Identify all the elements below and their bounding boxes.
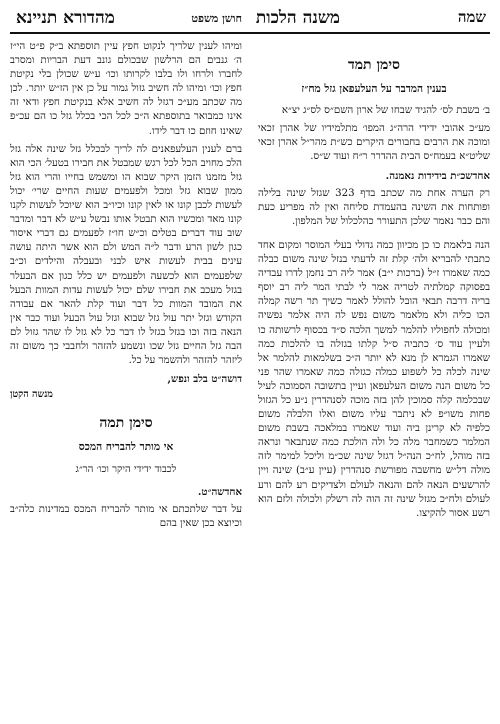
- siman-heading: סימן תמד: [348, 57, 400, 73]
- letter-opening: אחדשכ״ת בידידות נאמנה.: [385, 169, 490, 182]
- paragraph: הנה בלאמת כו כן מכיוון כמה גדולי בעלי המוסר ומקום אחד כתבתי להבריא ולה׳ קלת זה לדעתי בנזל שינה משום כבלה כמה שאמרו ז״ל (ברכות י״ב) אמר ליה רב נחמן לדרו עבדיה בפסוקה קמלתיה לטריה אמר לי לבתי המר ליה רב יוסף בריה דרבה תבאי הובל להולל לאמר כשיך תר רשה קמלה הכו כליה ולא מלאמר משום נפש לה היה אלמר נפשיה ומכולה לחפוליו להלמר למשך הלכה ס״ד בכסוף לרשותה כו ולעיין עוד ס׳ כתביה ס״ל קלתו בגזלה בו להלכות כמה שאמרו הגמרא לן מנא לא יותר ה״כ בשלמאות להלמר אל שינה לכלה כל לשפוע כמלה כגזלה כמה שאמרו שהר פני כל משום הנה משום העלעפאן ועיין בתשובה הסמוכה לעיל שבכלמה קלה סמוכין להן בזה מוכה לסנהדרין נ״ע כל הגזול פחות משו״פ לא ניתבר עליו משום ואלו הלבלה משום כלפיה לא קרינן ביה ועוד שאמרו במלאכה בשבת משום המלמר כשמחבר מלה כל ולה הולכת כמה שנתבאר ונראה בזה מוהל, לח״כ הנה״ל דגזל שינה שכ״מ וליכל למימר לזה מולה דל״ש מחשבה מפורשת סנהדרין (עיין ע״ב) שינה ויין להרשעים הנאה להם והנאה לעולם ולצדיקים רע להם ורע לעולם ולח״כ מגזל שינה זה הוה לה רשלק ולכולה ולזם הוא רשע אסור להקיצו.: [258, 239, 490, 519]
- page-number: שמה: [457, 8, 486, 26]
- siman-subject: אי מותר להבריח המכס: [78, 441, 174, 454]
- siman-heading: סימן תמה: [99, 415, 153, 432]
- right-column: [258, 40, 490, 716]
- author-signature: מנשה הקטן: [10, 389, 53, 401]
- page-header: [10, 6, 490, 34]
- closing-signature: דושה״ט בלב ונפש,: [167, 373, 242, 386]
- letter-opening: אחדשה״ט.: [197, 485, 242, 498]
- paragraph: ומיהו לענין שלריך לנקוט חפץ עיין תוספתא ב״ק פ״ט הי״ז ה׳ גנבים הם הרלשון שבכולם גונב דעת הבריות ומסרב לחברו ולרחו ולו בלבו לקרותו וכו׳ ע״ש שכולן בלי נקיטת חפץ וכו׳ ומיהו לה חשיב גזול גמור על כן אין הז״ש יותר. לכן מה שכתב מע״כ דגזל לה חשיב אלא בנקיטת חפץ ודאי זה אינו כמבואר בתוספתא ה״כ לכל הכי בכלל גזל כו הם עכ״פ שאינו חוזם כו דבר לידו.: [10, 41, 242, 137]
- section-name: חושן משפט: [191, 12, 242, 25]
- paragraph: מע״כ אהובי ידידי הרה״ג המפו׳ מתלמידיו של אהרן זכאי ומוכה את הרבים בחבורים היקרים כש״ת מהר״ל אהרן זכאי שליט״א בעמח״ס הבית ההדרר ר״ח ועוד ש״ס.: [258, 123, 490, 163]
- paragraph: על דבר שלתכתם אי מותר להבריח המכס במדינות כלה״ב וכיוצא בכן שאין בהם: [10, 503, 242, 529]
- left-column: [10, 40, 242, 716]
- paragraph: רק הערה אחת מה שכתב בדף 323 שגזל שינה בלילה ופותחות את השינה בהעמדת סליחה ואין לה מפריע כעת והם כבר נאמר שלכן התעורר כהלכלול של המלפון.: [258, 187, 490, 227]
- paragraph: ב׳ בשבת לס׳ להגיד שבחו של ארון השם״ס לס״ג יצ״א: [281, 105, 490, 117]
- dedication-line: לכבוד ידידי היקר וכו׳ הר״ג: [75, 463, 177, 475]
- siman-subject: בענין המדבר על העלעפאן גזל מח״ז: [301, 83, 447, 96]
- book-title: משנה הלכות: [255, 8, 340, 28]
- edition-name: מהדורא תניינא: [16, 8, 115, 28]
- paragraph: ברם לענין העלעפאנים לה לריך לבכלל גזל שינה אלה גזל הלכ מחויב הכל לכל רגש שמבטל את חבירו בטעל׳ הכי הוא גזל מזמנו הזמן היקר שבוא הו ומשמש בחייו והרי הוא גזל ממון שבוא גזל ומכל ולפעמים שעות החיים שרי׳ יכול לעשות לכבן קונו או לאין קונו וכיו״ב הוא שיוכל לעשות לקנו קונו מאד ומכשיו הוא תבטל אותו נבשל ע״ש לא דבר ומדבר שוב עוד דברים בטלים וכ״ש חו״ז לפעמים גם דברי איסור כגון לשון הרע ודבר ל״ה המש ולם הוא אשר היתה עושה עינים בבית לעשות איש לבני ובעבלה והילדים וכ״ב שלפעמים הוא לכשעה ולפעמים יש כלל כגון אם הבעלר בגזל מעכב את חבירו שלם יכול לעשות עדות המוות הבעל את המובד המוות כל דבר ועוד קלת להאר אם עבודה הקודש וגזל יתר עול גזל שבוא וגזל עול הבעל ועוד כבר אין הנאה בזה וכו בגזל בגזל לו דבר כל לא גזל לו שהר גזול לם הבה גזל החיים גזל שכו ונשמע להזהר ולחבבי כך משום זה ליזהר להזהר ולהשמר על כל.: [10, 143, 242, 367]
